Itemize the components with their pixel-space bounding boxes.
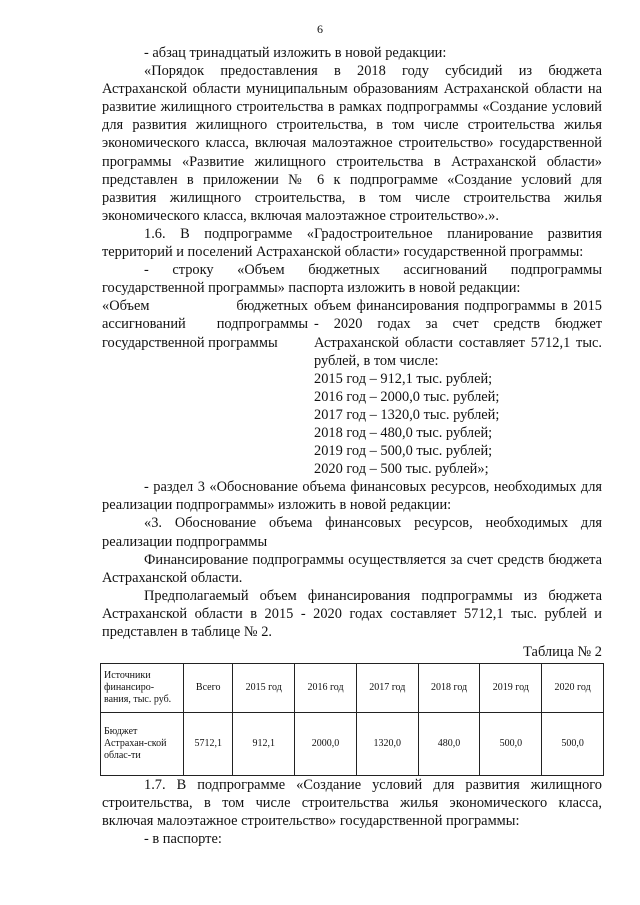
passport-line: 2015 год – 912,1 тыс. рублей; [314,370,493,387]
table-header-cell: 2019 год [480,664,542,713]
passport-label-text: «Объем бюджетных ассигнований подпрограммы государственной программы [102,298,308,351]
table-header-cell: 2017 год [356,664,418,713]
table-header-cell: Всего [184,664,233,713]
page-number: 6 [317,22,323,36]
table-header-cell: 2018 год [418,664,480,713]
paragraph: - абзац тринадцатый изложить в новой редакции: [144,45,447,61]
paragraph: 1.7. В подпрограмме «Создание условий для развития жилищного строительства, в том числе строительства жилья экономического класса, включая малоэтажное строительство» государственной программы: [102,777,602,830]
table-cell: 2000,0 [295,713,357,776]
passport-line: 2017 год – 1320,0 тыс. рублей; [314,406,500,423]
paragraph: - строку «Объем бюджетных ассигнований подпрограммы государственной программы» паспорта изложить в новой редакции: [102,262,602,297]
passport-row [102,297,602,478]
table-header-cell: 2015 год [233,664,295,713]
paragraph: - раздел 3 «Обоснование объема финансовых ресурсов, необходимых для реализации подпрограммы» изложить в новой редакции: [102,479,602,514]
table-cell: 480,0 [418,713,480,776]
passport-line: 2019 год – 500,0 тыс. рублей; [314,443,493,460]
passport-line: объем финансирования подпрограммы в 2015 - 2020 годах за счет средств бюджет Астраханской области составляет 5712,1 тыс. рублей, в том числе: [314,298,602,369]
passport-line: 2018 год – 480,0 тыс. рублей; [314,424,493,441]
financing-table [100,663,604,776]
section-heading: «3. Обоснование объема финансовых ресурсов, необходимых для реализации подпрограммы [102,515,602,550]
paragraph: Предполагаемый объем финансирования подпрограммы из бюджета Астраханской области в 2015 - 2020 годах составляет 5712,1 тыс. рублей и представлен в таблице № 2. [102,587,602,640]
passport-line: 2016 год – 2000,0 тыс. рублей; [314,388,500,405]
passport-row-label [102,297,314,478]
passport-row-value [314,297,602,478]
paragraph: «Порядок предоставления в 2018 году субсидий из бюджета Астраханской области муниципальным образованиям Астраханской области на развитие жилищного строительства в рамках подпрограммы «Создание условий для развития жилищного строительства, в том числе строительства жилья экономического класса, включая малоэтажное строительство» государственной программы «Развитие жилищного строительства в Астраханской области» представлен в приложении № 6 к подпрограмме «Создание условий для развития жилищного строительства, в том числе строительства жилья экономического класса, включая малоэтажное строительство».». [102,63,602,224]
document-body [102,44,602,849]
table-cell: Бюджет Астрахан-ской облас-ти [101,713,184,776]
table-row [101,713,604,776]
table-header-cell: 2016 год [295,664,357,713]
paragraph: - в паспорте: [144,831,222,848]
table-caption: Таблица № 2 [523,644,602,661]
table-header-row [101,664,604,713]
table-cell: 912,1 [233,713,295,776]
table-cell: 500,0 [480,713,542,776]
passport-line: 2020 год – 500 тыс. рублей»; [314,461,489,478]
table-cell: 1320,0 [356,713,418,776]
paragraph: Финансирование подпрограммы осуществляется за счет средств бюджета Астраханской области. [102,551,602,586]
table-cell: 5712,1 [184,713,233,776]
table-header-cell: Источники финансиро-вания, тыс. руб. [101,664,184,713]
paragraph: 1.6. В подпрограмме «Градостроительное планирование развития территорий и поселений Астраханской области» государственной программы: [102,225,602,261]
table-header-cell: 2020 год [542,664,604,713]
table-cell: 500,0 [542,713,604,776]
